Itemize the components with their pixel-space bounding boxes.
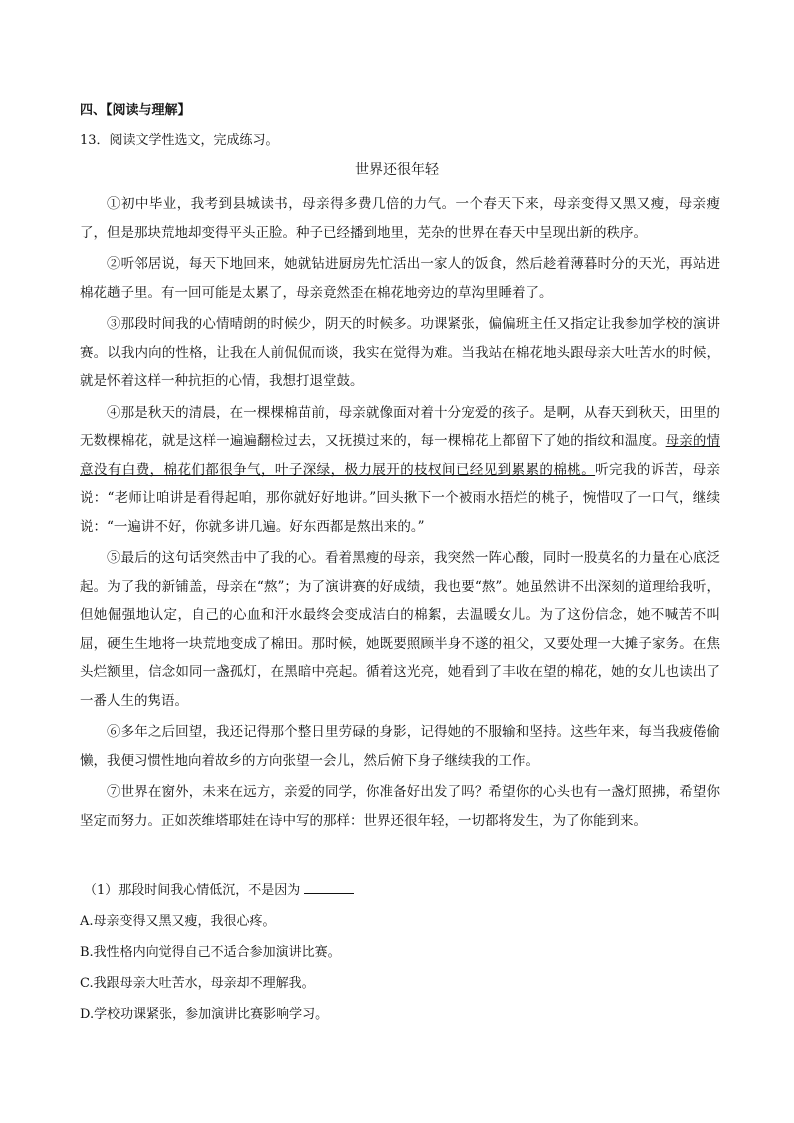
option-d[interactable]: D.学校功课紧张，参加演讲比赛影响学习。 [80,1007,329,1022]
sub-question-text: （1）那段时间我心情低沉，不是因为 [84,883,301,898]
underlined-sentence: 母亲的情意没有白费，棉花们都很争气，叶子深绿，极力展开的枝杈间已经见到累累的棉桃。 [80,433,720,478]
option-a[interactable]: A.母亲变得又黑又瘦，我很心疼。 [80,914,276,929]
essay-paragraph-2: ②听邻居说，每天下地回来，她就钻进厨房先忙活出一家人的饭食，然后趁着薄暮时分的天光，再站进棉花趟子里。有一回可能是太累了，母亲竟然歪在棉花地旁边的草沟里睡着了。 [80,256,720,301]
paragraph-4-part-2: 听完我的诉苦，母亲说：“老师让咱讲是看得起咱，那你就好好地讲。”回头揪下一个被雨水捂烂的桃子，惋惜叹了一口气，继续说：“一遍讲不好，你就多讲几遍。好东西都是熬出来的。” [80,461,721,535]
sub-question-stem [84,876,720,906]
essay-title: 世界还很年轻 [355,162,439,178]
question-stem: 13．阅读文学性选文，完成练习。 [80,133,279,148]
option-b[interactable]: B.我性格内向觉得自己不适合参加演讲比赛。 [80,945,341,960]
essay-paragraph-1: ①初中毕业，我考到县城读书，母亲得多费几倍的力气。一个春天下来，母亲变得又黑又瘦，母亲瘦了，但是那块荒地却变得平头正脸。种子已经播到地里，芜杂的世界在春天中呈现出新的秩序。 [80,196,720,241]
option-c[interactable]: C.我跟母亲大吐苦水，母亲却不理解我。 [80,976,315,991]
essay-paragraph-5: ⑤最后的这句话突然击中了我的心。看着黑瘦的母亲，我突然一阵心酸，同时一股莫名的力量在心底泛起。为了我的新铺盖，母亲在“熬”；为了演讲赛的好成绩，我也要“熬”。她虽然讲不出深刻的道理给我听，但她倔强地认定，自己的心血和汗水最终会变成洁白的棉絮，去温暖女儿。为了这份信念，她不喊苦不叫屈，硬生生地将一块荒地变成了棉田。那时候，她既要照顾半身不遂的祖父，又要处理一大摊子家务。在焦头烂额里，信念如同一盏孤灯，在黑暗中亮起。循着这光亮，她看到了丰收在望的棉花，她的女儿也读出了一番人生的隽语。 [80,550,720,709]
essay-paragraph-3: ③那段时间我的心情晴朗的时候少，阴天的时候多。功课紧张，偏偏班主任又指定让我参加学校的演讲赛。以我内向的性格，让我在人前侃侃而谈，我实在觉得为难。当我站在棉花地头跟母亲大吐苦水的时候，就是怀着这样一种抗拒的心情，我想打退堂鼓。 [80,316,720,389]
answer-blank[interactable] [304,879,354,894]
sub-question-1 [80,876,720,1030]
essay-paragraph-4 [80,399,720,542]
essay-paragraph-6: ⑥多年之后回望，我还记得那个整日里劳碌的身影，记得她的不服输和坚持。这些年来，每当我疲倦偷懒，我便习惯性地向着故乡的方向张望一会儿，然后俯下身子继续我的工作。 [80,724,720,769]
essay-paragraph-7: ⑦世界在窗外，未来在远方，亲爱的同学，你准备好出发了吗？希望你的心头也有一盏灯照拂，希望你坚定而努力。正如茨维塔耶娃在诗中写的那样：世界还很年轻，一切都将发生，为了你能到来。 [80,784,720,829]
paragraph-4-part-1: ④那是秋天的清晨，在一棵棵棉苗前，母亲就像面对着十分宠爱的孩子。是啊，从春天到秋天，田里的无数棵棉花，就是这样一遍遍翻检过去，又抚摸过来的，每一棵棉花上都留下了她的指纹和温度。 [80,404,720,449]
essay-body [80,190,720,838]
section-heading: 四、【阅读与理解】 [80,103,191,118]
